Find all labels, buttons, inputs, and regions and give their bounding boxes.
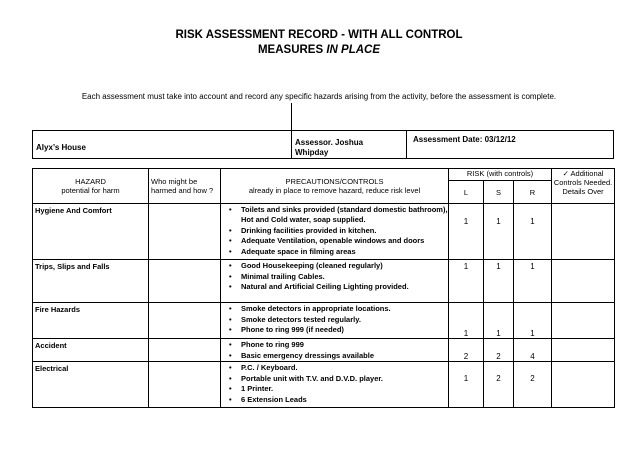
title-line-2-italic: IN PLACE [326, 44, 381, 56]
intro-text: Each assessment must take into account and record any specific hazards arising from the activity, before the assessment is complete. [81, 92, 557, 101]
list-item: • Basic emergency dressings available [241, 351, 448, 362]
title-line-2 [0, 43, 638, 58]
risk-r: 1 [514, 260, 552, 303]
list-item: • Portable unit with T.V. and D.V.D. player. [241, 374, 448, 385]
header-precautions-sub: already in place to remove hazard, reduce risk level [248, 186, 421, 195]
header-precautions-title: PRECAUTIONS/CONTROLS [285, 177, 384, 186]
list-item: • Smoke detectors in appropriate locations. [241, 304, 448, 315]
header-row [33, 169, 615, 181]
risk-l: 1 [449, 260, 484, 303]
header-l: L [449, 181, 484, 204]
list-item: • Toilets and sinks provided (standard domestic bathroom), Hot and Cold water, soap supplied. [241, 205, 448, 226]
info-table [32, 130, 614, 159]
additional-cell [552, 362, 615, 408]
table-row [33, 260, 615, 303]
document-title [0, 28, 638, 58]
header-additional-rest: Controls Needed. Details Over [553, 178, 613, 196]
risk-r: 1 [514, 204, 552, 260]
hazard-cell: Hygiene And Comfort [33, 204, 149, 260]
additional-cell [552, 303, 615, 339]
risk-r: 4 [514, 339, 552, 362]
hazard-cell: Trips, Slips and Falls [33, 260, 149, 303]
additional-cell [552, 204, 615, 260]
additional-cell [552, 260, 615, 303]
header-hazard-sub: potential for harm [61, 186, 120, 195]
risk-l: 1 [449, 362, 484, 408]
header-hazard-title: HAZARD [75, 177, 106, 186]
precautions-cell [221, 204, 449, 260]
who-cell [149, 303, 221, 339]
list-item: • Adequate space in filming areas [241, 247, 448, 258]
list-item: • Adequate Ventilation, openable windows and doors [241, 236, 448, 247]
table-row [33, 303, 615, 339]
risk-s: 1 [484, 204, 514, 260]
precautions-cell [221, 362, 449, 408]
who-cell [149, 339, 221, 362]
list-item: • Phone to ring 999 [241, 340, 448, 351]
table-row [33, 204, 615, 260]
hazard-cell: Accident [33, 339, 149, 362]
precautions-cell [221, 339, 449, 362]
list-item: • Smoke detectors tested regularly. [241, 315, 448, 326]
location-cell [33, 131, 291, 158]
precautions-cell [221, 303, 449, 339]
list-item: • 1 Printer. [241, 384, 448, 395]
risk-l: 1 [449, 204, 484, 260]
assessor-cell [291, 131, 406, 158]
header-precautions [221, 169, 449, 204]
table-row [33, 362, 615, 408]
title-line-2-plain: MEASURES [257, 44, 327, 56]
header-risk: RISK (with controls) [449, 169, 552, 181]
assessor-text: Assessor. Joshua Whipday [295, 138, 364, 157]
hazard-cell: Electrical [33, 362, 149, 408]
list-item: • Natural and Artificial Ceiling Lighting provided. [241, 282, 448, 293]
hazard-cell: Fire Hazards [33, 303, 149, 339]
header-additional [552, 169, 615, 204]
risk-table [32, 168, 615, 408]
risk-l: 1 [449, 303, 484, 339]
list-item: • Drinking facilities provided in kitchen. [241, 226, 448, 237]
risk-s: 2 [484, 339, 514, 362]
header-who: Who might be harmed and how ? [149, 169, 221, 204]
table-row [33, 339, 615, 362]
list-item: • Minimal trailing Cables. [241, 272, 448, 283]
who-cell [149, 204, 221, 260]
header-additional-check: ✓ Additional [562, 169, 604, 178]
location-text: Alyx’s House [36, 143, 86, 152]
risk-s: 1 [484, 260, 514, 303]
list-item: • P.C. / Keyboard. [241, 363, 448, 374]
who-cell [149, 260, 221, 303]
additional-cell [552, 339, 615, 362]
who-cell [149, 362, 221, 408]
precautions-cell [221, 260, 449, 303]
date-cell [406, 131, 613, 158]
list-item: • Good Housekeeping (cleaned regularly) [241, 261, 448, 272]
risk-r: 1 [514, 303, 552, 339]
list-item: • 6 Extension Leads [241, 395, 448, 406]
header-r: R [514, 181, 552, 204]
risk-l: 2 [449, 339, 484, 362]
divider-line [291, 103, 292, 130]
header-s: S [484, 181, 514, 204]
assessment-date: Assessment Date: 03/12/12 [413, 135, 516, 144]
risk-s: 2 [484, 362, 514, 408]
list-item: • Phone to ring 999 (if needed) [241, 325, 448, 336]
risk-r: 2 [514, 362, 552, 408]
risk-s: 1 [484, 303, 514, 339]
title-line-1: RISK ASSESSMENT RECORD - WITH ALL CONTROL [175, 29, 463, 41]
header-hazard [33, 169, 149, 204]
